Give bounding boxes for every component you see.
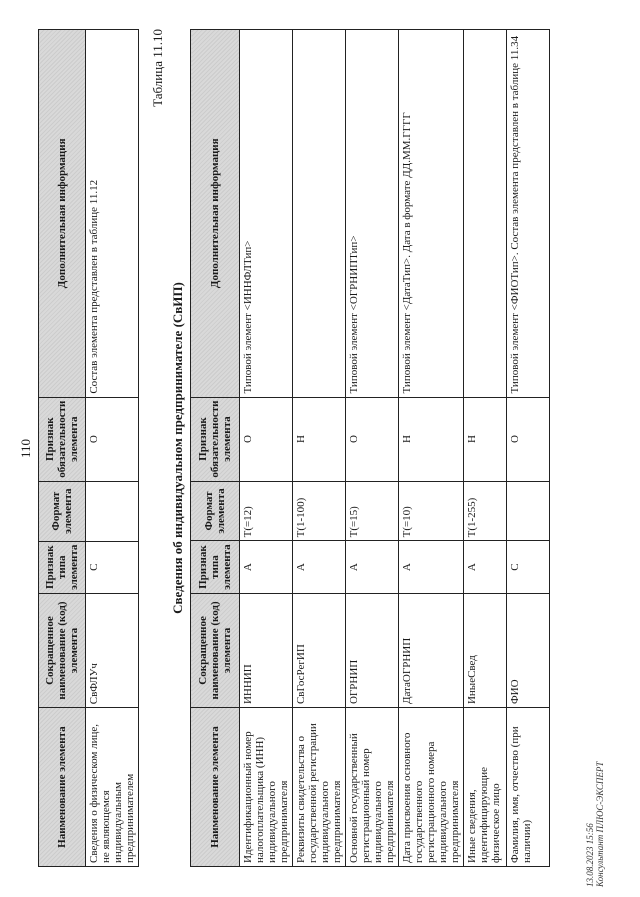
table-prev <box>38 29 139 867</box>
cell-info: Состав элемента представлен в таблице 11.12 <box>86 30 139 398</box>
cell-name: Реквизиты свидетельства о государственной регистрации индивидуального предпринимателя <box>293 708 346 867</box>
header-format: Формат элемента <box>39 481 86 541</box>
cell-type: А <box>464 541 507 593</box>
stamp-source: Консультант ПЛЮС-ЭКСПЕРТ <box>595 761 605 887</box>
cell-format <box>507 481 550 541</box>
cell-info <box>464 30 507 398</box>
cell-type: С <box>86 541 139 593</box>
cell-format: Т(=15) <box>346 481 399 541</box>
cell-info: Типовой элемент <ФИОТип>. Состав элемента представлен в таблице 11.34 <box>507 30 550 398</box>
cell-required: О <box>240 397 293 481</box>
cell-format: Т(=12) <box>240 481 293 541</box>
table-row <box>399 30 464 867</box>
cell-name: Фамилия, имя, отчество (при наличии) <box>507 708 550 867</box>
stamp-date: 13.08.2023 15:56 <box>585 823 595 887</box>
cell-required: О <box>507 397 550 481</box>
cell-info: Типовой элемент <ИННФЛТип> <box>240 30 293 398</box>
page-number: 110 <box>18 438 33 459</box>
table-caption: Таблица 11.10 <box>150 29 165 107</box>
cell-code: СвГосРегИП <box>293 593 346 707</box>
header-format: Формат элемента <box>191 481 240 541</box>
cell-required: Н <box>293 397 346 481</box>
cell-format: Т(1-100) <box>293 481 346 541</box>
cell-name: Сведения о физическом лице, не являющемся индивидуальным предпринимателем <box>86 708 139 867</box>
cell-code: ИныеСвед <box>464 593 507 707</box>
header-required: Признак обязательности элемента <box>191 397 240 481</box>
table-row <box>507 30 550 867</box>
table-row <box>86 30 139 867</box>
cell-info: Типовой элемент <ОГРНИПТип> <box>346 30 399 398</box>
cell-code: ИННИП <box>240 593 293 707</box>
table-row <box>240 30 293 867</box>
cell-name: Идентификационный номер налогоплательщика (ИНН) индивидуального предпринимателя <box>240 708 293 867</box>
cell-required: О <box>86 397 139 481</box>
cell-type: А <box>346 541 399 593</box>
header-type: Признак типа элемента <box>191 541 240 593</box>
cell-code: ФИО <box>507 593 550 707</box>
table-row <box>293 30 346 867</box>
cell-code: ОГРНИП <box>346 593 399 707</box>
cell-type: А <box>240 541 293 593</box>
cell-required: О <box>346 397 399 481</box>
cell-type: С <box>507 541 550 593</box>
header-code: Сокращенное наименование (код) элемента <box>39 593 86 707</box>
cell-name: Дата присвоения основного государственного регистрационного номера индивидуального предпринимателя <box>399 708 464 867</box>
cell-type: А <box>399 541 464 593</box>
header-name: Наименование элемента <box>191 708 240 867</box>
header-info: Дополнительная информация <box>191 30 240 398</box>
table-header-row <box>191 30 240 867</box>
cell-format: Т(1-255) <box>464 481 507 541</box>
cell-code: СвФЛУч <box>86 593 139 707</box>
cell-required: Н <box>464 397 507 481</box>
table-sviP <box>190 29 550 867</box>
cell-required: Н <box>399 397 464 481</box>
table-row <box>346 30 399 867</box>
table-header-row <box>39 30 86 867</box>
header-info: Дополнительная информация <box>39 30 86 398</box>
cell-type: А <box>293 541 346 593</box>
header-name: Наименование элемента <box>39 708 86 867</box>
header-required: Признак обязательности элемента <box>39 397 86 481</box>
cell-name: Иные сведения, идентифицирующие физическое лицо <box>464 708 507 867</box>
cell-name: Основной государственный регистрационный номер индивидуального предпринимателя <box>346 708 399 867</box>
print-stamp <box>585 762 605 887</box>
cell-format: Т(=10) <box>399 481 464 541</box>
table-row <box>464 30 507 867</box>
table-title: Сведения об индивидуальном предпринимателе (СвИП) <box>170 282 185 614</box>
cell-info <box>293 30 346 398</box>
header-code: Сокращенное наименование (код) элемента <box>191 593 240 707</box>
cell-code: ДатаОГРНИП <box>399 593 464 707</box>
cell-format <box>86 481 139 541</box>
cell-info: Типовой элемент <ДатаТип>. Дата в формате ДД.ММ.ГГГГ <box>399 30 464 398</box>
header-type: Признак типа элемента <box>39 541 86 593</box>
